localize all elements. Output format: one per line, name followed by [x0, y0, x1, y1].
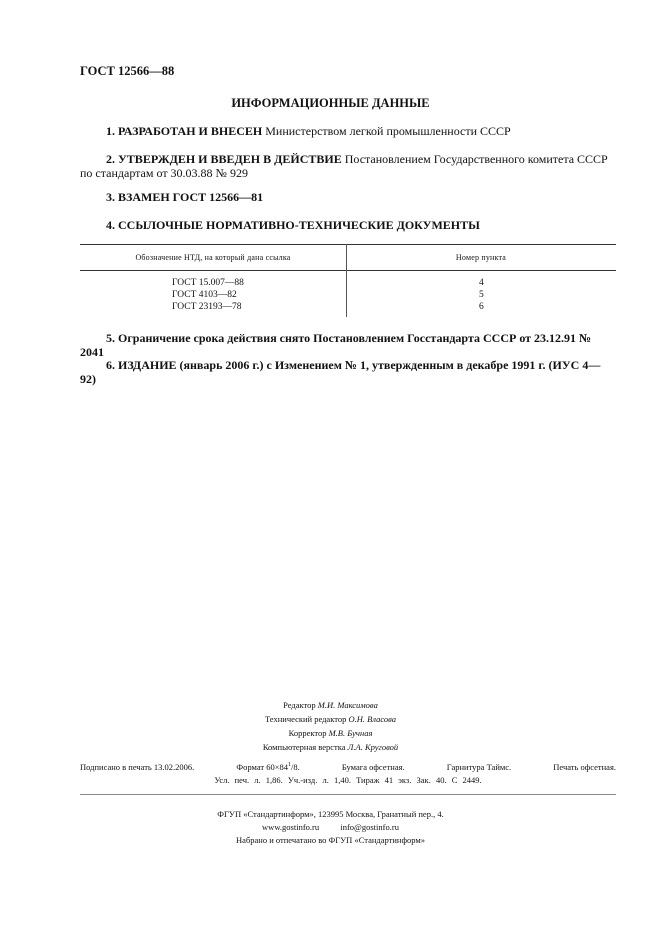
- table-header-document: Обозначение НТД, на который дана ссылка: [135, 253, 291, 262]
- imprint-line-1: [80, 762, 616, 772]
- info-item-1: [80, 124, 616, 138]
- table-top-rule: [80, 244, 616, 245]
- imprint-signed: Подписано в печать 13.02.2006.: [80, 762, 195, 772]
- editor-line: Технический редактор О.Н. Власова: [264, 714, 397, 724]
- table-header-clause: Номер пункта: [455, 253, 507, 262]
- imprint-typeface: Гарнитура Таймс.: [446, 762, 512, 772]
- item-number: 1.: [106, 124, 115, 138]
- publisher-contacts: www.gostinfo.ru info@gostinfo.ru: [262, 822, 399, 832]
- info-item-5: [80, 331, 616, 359]
- editor-line: Редактор М.И. Максимова: [283, 700, 378, 710]
- item-number: 6.: [106, 358, 115, 372]
- item-number: 2.: [106, 152, 115, 166]
- item-number: 5.: [106, 331, 115, 345]
- item-lead: ИЗДАНИЕ: [118, 358, 177, 372]
- item-text: Министерством легкой промышленности СССР: [265, 124, 511, 138]
- item-lead: ВЗАМЕН ГОСТ 12566—81: [118, 190, 264, 204]
- table-cell-document: ГОСТ 15.007—88: [172, 278, 244, 288]
- document-code: ГОСТ 12566—88: [80, 64, 175, 78]
- publisher-printed: Набрано и отпечатано во ФГУП «Стандартинформ»: [236, 835, 425, 845]
- item-text: Постановлением Государственного комитета СССР: [344, 152, 608, 166]
- info-item-6: [80, 358, 616, 386]
- item-lead: УТВЕРЖДЕН И ВВЕДЕН В ДЕЙСТВИЕ: [118, 152, 342, 166]
- table-cell-clause: 5: [479, 290, 484, 300]
- item-lead: РАЗРАБОТАН И ВНЕСЕН: [118, 124, 263, 138]
- references-table: [80, 244, 616, 317]
- imprint-printing: Печать офсетная.: [553, 762, 616, 772]
- imprint-line-2: Усл. печ. л. 1,86. Уч.-изд. л. 1,40. Тираж 41 экз. Зак. 40. С 2449.: [214, 775, 482, 785]
- item-number: 3.: [106, 190, 115, 204]
- table-cell-document: ГОСТ 4103—82: [172, 290, 237, 300]
- item-text: Ограничение срока действия снято Постановлением Госстандарта СССР от 23.12.91 № 2041: [80, 331, 592, 359]
- table-cell-clause: 6: [479, 302, 484, 312]
- imprint-paper: Бумага офсетная.: [341, 762, 405, 772]
- imprint-format: Формат $60\times 84^1/8$.: [236, 762, 300, 772]
- info-item-2: [80, 152, 616, 180]
- section-title: ИНФОРМАЦИОННЫЕ ДАННЫЕ: [231, 96, 430, 110]
- editor-line: Корректор М.В. Бучная: [288, 728, 373, 738]
- info-item-3: [80, 190, 616, 204]
- table-cell-document: ГОСТ 23193—78: [172, 302, 242, 312]
- imprint-divider: [80, 794, 616, 795]
- editor-line: Компьютерная верстка Л.А. Круговой: [262, 742, 399, 752]
- info-item-4: [80, 218, 616, 232]
- table-cell-clause: 4: [479, 278, 484, 288]
- item-lead: ССЫЛОЧНЫЕ НОРМАТИВНО-ТЕХНИЧЕСКИЕ ДОКУМЕНТЫ: [118, 218, 480, 232]
- editors-block: [0, 698, 661, 754]
- table-header-rule: [80, 270, 616, 271]
- item-text: (январь 2006 г.) с Изменением № 1, утвержденным в декабре 1991 г. (ИУС 4—92): [80, 358, 601, 386]
- item-text-line2: по стандартам от 30.03.88 № 929: [80, 166, 249, 180]
- publisher-address: ФГУП «Стандартинформ», 123995 Москва, Гранатный пер., 4.: [217, 809, 444, 819]
- item-number: 4.: [106, 218, 115, 232]
- publisher-block: [0, 808, 661, 847]
